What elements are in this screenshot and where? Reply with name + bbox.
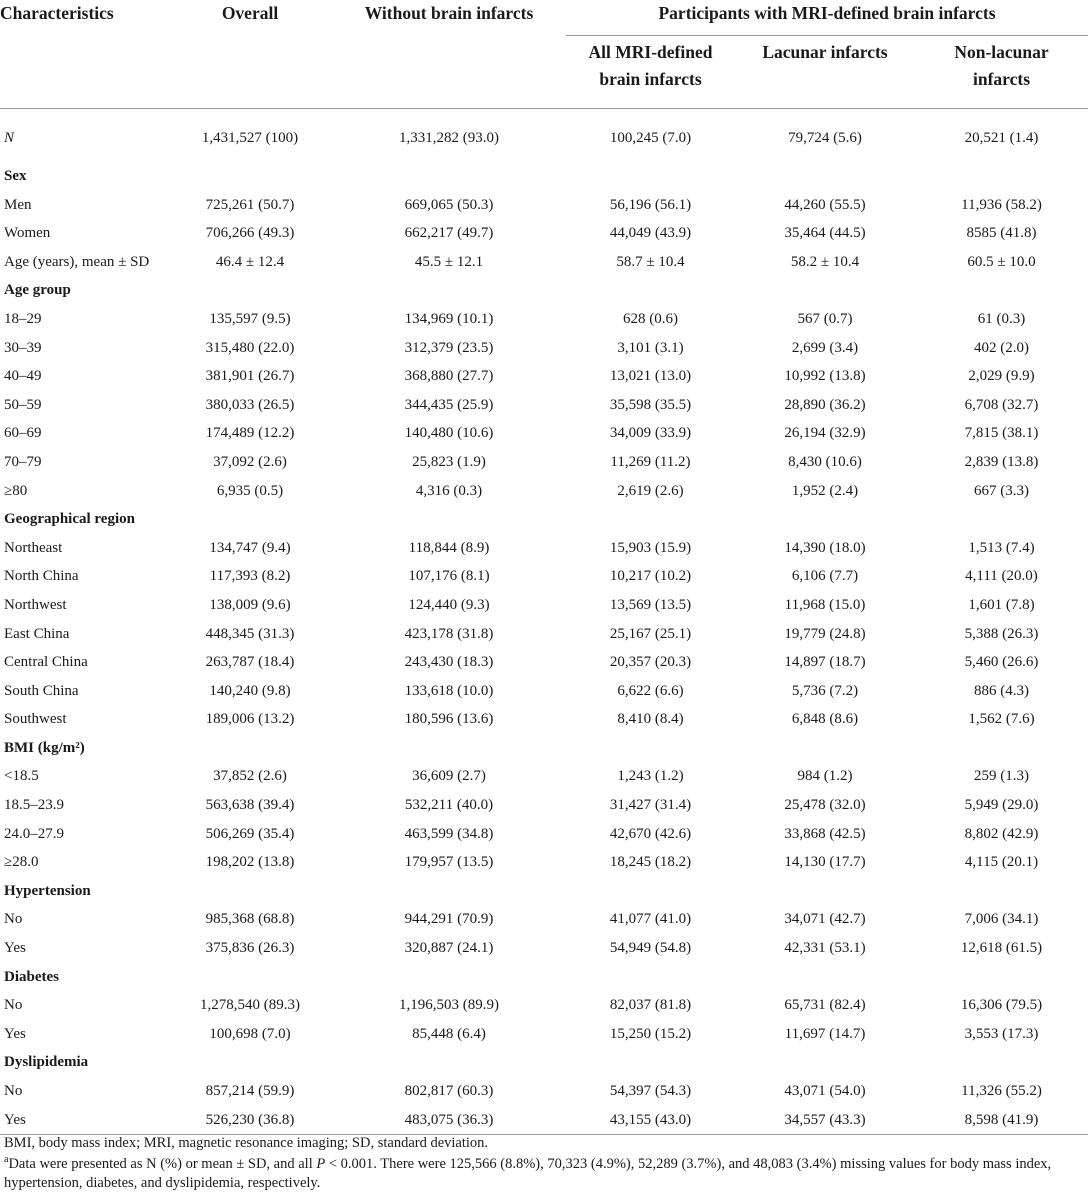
row-label: 30–39 xyxy=(4,339,42,356)
header-without-infarcts: Without brain infarcts xyxy=(332,0,566,109)
table-row xyxy=(0,248,1088,277)
row-label: 70–79 xyxy=(4,453,42,470)
empty-cell xyxy=(735,963,915,992)
table-cell: 54,949 (54.8) xyxy=(609,940,692,957)
empty-cell xyxy=(168,877,332,906)
table-row xyxy=(0,362,1088,391)
table-cell: 31,427 (31.4) xyxy=(609,797,692,814)
row-label: 18–29 xyxy=(4,310,42,327)
table-cell: 10,217 (10.2) xyxy=(609,568,692,585)
table-cell: 60.5 ± 10.0 xyxy=(967,253,1036,270)
empty-cell xyxy=(566,877,735,906)
table-cell: 46.4 ± 12.4 xyxy=(215,253,285,270)
section-row xyxy=(0,963,1088,992)
table-cell: 20,521 (1.4) xyxy=(964,130,1039,146)
table-cell: 11,936 (58.2) xyxy=(961,196,1042,213)
table-cell: 1,513 (7.4) xyxy=(968,539,1035,556)
empty-cell xyxy=(915,162,1088,191)
table-cell: 43,155 (43.0) xyxy=(566,1106,735,1135)
table-cell: 14,897 (18.7) xyxy=(784,654,866,671)
table-cell: 34,009 (33.9) xyxy=(609,425,692,442)
header-characteristics: Characteristics xyxy=(0,0,168,109)
table-cell: 174,489 (12.2) xyxy=(205,425,295,442)
footnote-a-part2: < 0.001. There were 125,566 (8.8%), 70,323 (4.9%), 52,289 (3.7%), and 48,083 (3.4%) missing values for body mass index, hypertension, diabetes, and dyslipidemia, respectively. xyxy=(4,1156,1052,1191)
section-row xyxy=(0,276,1088,305)
table-cell: 100,698 (7.0) xyxy=(209,1025,291,1042)
table-cell: 135,597 (9.5) xyxy=(209,310,291,327)
table-row xyxy=(0,1106,1088,1135)
table-cell: 58.2 ± 10.4 xyxy=(790,253,860,270)
table-cell: 140,480 (10.6) xyxy=(404,425,494,442)
table-row xyxy=(0,905,1088,934)
footnote-a xyxy=(4,1155,1084,1193)
empty-cell xyxy=(332,276,566,305)
empty-cell xyxy=(332,162,566,191)
section-label: Hypertension xyxy=(4,882,91,899)
table-cell: 8585 (41.8) xyxy=(966,225,1037,242)
table-cell: 79,724 (5.6) xyxy=(788,130,862,146)
table-row xyxy=(0,419,1088,448)
table-cell: 802,817 (60.3) xyxy=(404,1083,494,1099)
table-cell: 11,697 (14.7) xyxy=(784,1025,866,1042)
table-cell: 34,071 (42.7) xyxy=(784,911,866,928)
table-cell: 667 (3.3) xyxy=(974,482,1029,499)
table-cell: 20,357 (20.3) xyxy=(609,654,692,671)
table-cell: 6,935 (0.5) xyxy=(216,482,284,499)
empty-cell xyxy=(735,877,915,906)
table-cell: 35,598 (35.5) xyxy=(609,396,692,413)
table-cell: 100,245 (7.0) xyxy=(609,130,692,146)
table-cell: 857,214 (59.9) xyxy=(205,1083,295,1099)
row-label: Northwest xyxy=(4,596,67,613)
table-cell: 1,952 (2.4) xyxy=(791,482,859,499)
empty-cell xyxy=(735,505,915,534)
table-cell: 25,823 (1.9) xyxy=(412,453,486,470)
table-row xyxy=(0,934,1088,963)
table-cell: 368,880 (27.7) xyxy=(404,368,494,385)
empty-cell xyxy=(332,734,566,763)
table-cell: 58.7 ± 10.4 xyxy=(616,253,685,270)
row-label: No xyxy=(4,997,23,1014)
empty-cell xyxy=(566,734,735,763)
table-cell: 7,006 (34.1) xyxy=(964,911,1039,928)
empty-cell xyxy=(168,505,332,534)
row-label: 18.5–23.9 xyxy=(4,797,64,814)
header-nonlac-line1: Non-lacunar xyxy=(954,42,1049,62)
table-row xyxy=(0,391,1088,420)
row-label: Age (years), mean ± SD xyxy=(4,253,150,270)
section-row xyxy=(0,877,1088,906)
row-label: Yes xyxy=(0,1106,168,1135)
row-label: Yes xyxy=(4,1025,26,1042)
table-cell: 5,736 (7.2) xyxy=(791,682,859,699)
row-label: 40–49 xyxy=(4,368,42,385)
empty-cell xyxy=(332,505,566,534)
table-cell: 8,802 (42.9) xyxy=(964,825,1039,842)
empty-cell xyxy=(735,734,915,763)
table-cell: 532,211 (40.0) xyxy=(404,797,494,814)
footnote-a-part1: Data were presented as N (%) or mean ± SD, and all xyxy=(8,1156,317,1172)
section-label: Age group xyxy=(4,282,71,299)
table-row xyxy=(0,191,1088,220)
header-non-lacunar xyxy=(915,36,1088,109)
table-row xyxy=(0,448,1088,477)
table-cell: 37,852 (2.6) xyxy=(213,768,287,785)
table-cell: 44,260 (55.5) xyxy=(784,196,866,213)
table-cell: 189,006 (13.2) xyxy=(205,711,295,728)
table-cell: 45.5 ± 12.1 xyxy=(414,253,484,270)
table-cell: 14,390 (18.0) xyxy=(784,539,866,556)
table-row xyxy=(0,1077,1088,1106)
table-row xyxy=(0,534,1088,563)
table-cell: 344,435 (25.9) xyxy=(404,396,494,413)
table-cell: 243,430 (18.3) xyxy=(404,654,494,671)
table-cell: 14,130 (17.7) xyxy=(784,854,866,871)
table-cell: 8,598 (41.9) xyxy=(915,1106,1088,1135)
table-cell: 380,033 (26.5) xyxy=(205,396,295,413)
table-cell: 483,075 (36.3) xyxy=(332,1106,566,1135)
table-cell: 33,868 (42.5) xyxy=(784,825,866,842)
table-cell: 526,230 (36.8) xyxy=(168,1106,332,1135)
table-cell: 2,029 (9.9) xyxy=(968,368,1035,385)
section-row xyxy=(0,505,1088,534)
table-row xyxy=(0,334,1088,363)
empty-cell xyxy=(915,276,1088,305)
table-cell: 259 (1.3) xyxy=(974,768,1029,785)
table-cell: 3,101 (3.1) xyxy=(617,339,684,356)
table-row xyxy=(0,219,1088,248)
empty-cell xyxy=(915,877,1088,906)
table-cell: 567 (0.7) xyxy=(797,310,853,327)
table-row xyxy=(0,705,1088,734)
table-cell: 8,430 (10.6) xyxy=(788,453,862,470)
table-cell: 725,261 (50.7) xyxy=(205,196,295,213)
table-cell: 65,731 (82.4) xyxy=(784,997,866,1014)
section-row xyxy=(0,162,1088,191)
empty-cell xyxy=(168,963,332,992)
header-with-infarcts-group: Participants with MRI-defined brain infarcts xyxy=(566,0,1088,36)
table-cell: 85,448 (6.4) xyxy=(412,1025,486,1042)
header-overall: Overall xyxy=(168,0,332,109)
table-cell: 43,071 (54.0) xyxy=(784,1083,866,1099)
header-lacunar: Lacunar infarcts xyxy=(735,36,915,109)
footnote-abbreviations: BMI, body mass index; MRI, magnetic resonance imaging; SD, standard deviation. xyxy=(4,1135,489,1151)
table-cell: 375,836 (26.3) xyxy=(205,940,295,957)
table-cell: 463,599 (34.8) xyxy=(404,825,494,842)
table-cell: 1,278,540 (89.3) xyxy=(200,997,300,1014)
table-cell: 2,699 (3.4) xyxy=(791,339,859,356)
table-cell: 6,106 (7.7) xyxy=(791,568,859,585)
table-row xyxy=(0,1020,1088,1049)
table-cell: 180,596 (13.6) xyxy=(404,711,494,728)
table-cell: 5,388 (26.3) xyxy=(964,625,1039,642)
table-cell: 19,779 (24.8) xyxy=(784,625,866,642)
table-row xyxy=(0,562,1088,591)
empty-cell xyxy=(566,1048,735,1077)
header-all-line2: brain infarcts xyxy=(599,69,702,89)
section-row xyxy=(0,1048,1088,1077)
table-cell: 138,009 (9.6) xyxy=(209,596,291,613)
table-cell: 1,431,527 (100) xyxy=(201,130,299,146)
empty-cell xyxy=(915,505,1088,534)
table-cell: 3,553 (17.3) xyxy=(964,1025,1039,1042)
table-cell: 423,178 (31.8) xyxy=(404,625,494,642)
row-label: <18.5 xyxy=(4,768,39,785)
table-cell: 15,250 (15.2) xyxy=(609,1025,692,1042)
table-cell: 4,115 (20.1) xyxy=(964,854,1039,871)
table-cell: 5,460 (26.6) xyxy=(964,654,1039,671)
row-label: ≥28.0 xyxy=(4,854,39,871)
table-cell: 10,992 (13.8) xyxy=(784,368,866,385)
table-cell: 107,176 (8.1) xyxy=(408,568,490,585)
table-cell: 7,815 (38.1) xyxy=(964,425,1039,442)
table-cell: 263,787 (18.4) xyxy=(205,654,295,671)
table-cell: 1,562 (7.6) xyxy=(968,711,1035,728)
section-label: Diabetes xyxy=(4,968,59,985)
table-cell: 1,331,282 (93.0) xyxy=(399,130,499,146)
table-cell: 563,638 (39.4) xyxy=(205,797,295,814)
empty-cell xyxy=(332,877,566,906)
empty-cell xyxy=(566,505,735,534)
table-cell: 34,557 (43.3) xyxy=(735,1106,915,1135)
section-row xyxy=(0,734,1088,763)
table-cell: 11,326 (55.2) xyxy=(961,1083,1042,1099)
table-cell: 12,618 (61.5) xyxy=(960,940,1043,957)
table-cell: 320,887 (24.1) xyxy=(404,940,494,957)
row-label: 24.0–27.9 xyxy=(4,825,64,842)
table-cell: 662,217 (49.7) xyxy=(404,225,494,242)
empty-cell xyxy=(566,276,735,305)
table-cell: 25,167 (25.1) xyxy=(609,625,692,642)
table-cell: 6,708 (32.7) xyxy=(964,396,1039,413)
footnote-marker: a xyxy=(4,1154,9,1166)
table-cell: 54,397 (54.3) xyxy=(609,1083,692,1099)
table-cell: 706,266 (49.3) xyxy=(205,225,295,242)
table-cell: 1,196,503 (89.9) xyxy=(399,997,499,1014)
section-label: Geographical region xyxy=(4,511,135,528)
row-label: Yes xyxy=(4,940,26,957)
table-row xyxy=(0,620,1088,649)
row-label: ≥80 xyxy=(4,482,28,499)
table-cell: 42,670 (42.6) xyxy=(609,825,692,842)
row-label: Northeast xyxy=(4,539,63,556)
table-cell: 1,601 (7.8) xyxy=(968,596,1035,613)
table-cell: 179,957 (13.5) xyxy=(404,854,494,871)
row-label: Women xyxy=(4,225,51,242)
table-cell: 312,379 (23.5) xyxy=(404,339,494,356)
table-cell: 985,368 (68.8) xyxy=(205,911,295,928)
empty-cell xyxy=(168,276,332,305)
table-cell: 118,844 (8.9) xyxy=(408,539,490,556)
table-cell: 2,839 (13.8) xyxy=(964,453,1039,470)
table-cell: 26,194 (32.9) xyxy=(784,425,866,442)
table-row xyxy=(0,648,1088,677)
empty-cell xyxy=(332,963,566,992)
table-cell: 16,306 (79.5) xyxy=(960,997,1043,1014)
row-label: East China xyxy=(4,625,70,642)
empty-cell xyxy=(566,963,735,992)
table-row xyxy=(0,677,1088,706)
table-cell: 506,269 (35.4) xyxy=(205,825,295,842)
table-row xyxy=(0,591,1088,620)
table-cell: 11,269 (11.2) xyxy=(610,453,691,470)
table-cell: 117,393 (8.2) xyxy=(209,568,291,585)
table-cell: 35,464 (44.5) xyxy=(784,225,866,242)
empty-cell xyxy=(566,162,735,191)
table-row xyxy=(0,791,1088,820)
table-cell: 37,092 (2.6) xyxy=(213,453,287,470)
row-label: Southwest xyxy=(4,711,67,728)
table-cell: 36,609 (2.7) xyxy=(412,768,486,785)
section-label: BMI (kg/m²) xyxy=(4,739,85,756)
table-cell: 124,440 (9.3) xyxy=(408,596,490,613)
table-cell: 18,245 (18.2) xyxy=(609,854,692,871)
row-label: 60–69 xyxy=(4,425,42,442)
empty-cell xyxy=(332,1048,566,1077)
table-cell: 448,345 (31.3) xyxy=(205,625,295,642)
empty-cell xyxy=(168,734,332,763)
table-cell: 8,410 (8.4) xyxy=(617,711,684,728)
table-cell: 5,949 (29.0) xyxy=(964,797,1039,814)
table-row xyxy=(0,848,1088,877)
table-cell: 628 (0.6) xyxy=(623,310,678,327)
table-cell: 6,848 (8.6) xyxy=(791,711,859,728)
row-label: No xyxy=(4,911,23,928)
table-cell: 61 (0.3) xyxy=(977,310,1026,327)
header-all-infarcts xyxy=(566,36,735,109)
header-nonlac-line2: infarcts xyxy=(972,69,1031,89)
table-cell: 25,478 (32.0) xyxy=(784,797,866,814)
empty-cell xyxy=(915,963,1088,992)
empty-cell xyxy=(735,162,915,191)
table-cell: 4,316 (0.3) xyxy=(415,482,483,499)
table-row xyxy=(0,991,1088,1020)
row-label: No xyxy=(4,1083,23,1099)
table-cell: 984 (1.2) xyxy=(797,768,853,785)
empty-cell xyxy=(915,734,1088,763)
table-cell: 82,037 (81.8) xyxy=(609,997,692,1014)
table-cell: 886 (4.3) xyxy=(974,682,1029,699)
row-label: Central China xyxy=(4,654,88,671)
table-cell: 944,291 (70.9) xyxy=(404,911,494,928)
table-cell: 198,202 (13.8) xyxy=(205,854,295,871)
row-label: Men xyxy=(4,196,32,213)
table-cell: 44,049 (43.9) xyxy=(609,225,692,242)
table-body xyxy=(0,109,1088,1135)
table-cell: 315,480 (22.0) xyxy=(205,339,295,356)
table-row xyxy=(0,820,1088,849)
table-cell: 140,240 (9.8) xyxy=(209,682,291,699)
table-cell: 402 (2.0) xyxy=(974,339,1029,356)
table-cell: 381,901 (26.7) xyxy=(205,368,295,385)
table-cell: 13,021 (13.0) xyxy=(609,368,692,385)
table-cell: 15,903 (15.9) xyxy=(609,539,692,556)
table-cell: 42,331 (53.1) xyxy=(784,940,866,957)
table-cell: 56,196 (56.1) xyxy=(609,196,692,213)
row-label: South China xyxy=(4,682,79,699)
row-label: N xyxy=(4,130,15,146)
table-cell: 6,622 (6.6) xyxy=(617,682,684,699)
table-cell: 28,890 (36.2) xyxy=(784,396,866,413)
empty-cell xyxy=(168,1048,332,1077)
section-label: Sex xyxy=(4,168,27,184)
header-all-line1: All MRI-defined xyxy=(588,42,713,62)
row-label: 50–59 xyxy=(4,396,42,413)
table-cell: 4,111 (20.0) xyxy=(965,568,1038,585)
empty-cell xyxy=(735,1048,915,1077)
table-cell: 41,077 (41.0) xyxy=(609,911,692,928)
table-row xyxy=(0,762,1088,791)
empty-cell xyxy=(168,162,332,191)
table-cell: 2,619 (2.6) xyxy=(617,482,684,499)
table-row xyxy=(0,477,1088,506)
footnote-p-symbol: P xyxy=(316,1156,326,1172)
table-cell: 669,065 (50.3) xyxy=(404,196,494,213)
table-cell: 134,747 (9.4) xyxy=(209,539,291,556)
table-cell: 1,243 (1.2) xyxy=(617,768,684,785)
table-cell: 11,968 (15.0) xyxy=(784,596,866,613)
row-label: North China xyxy=(4,568,79,585)
empty-cell xyxy=(915,1048,1088,1077)
empty-cell xyxy=(735,276,915,305)
table-cell: 134,969 (10.1) xyxy=(404,310,494,327)
table-cell: 133,618 (10.0) xyxy=(404,682,494,699)
table-row xyxy=(0,305,1088,334)
table-row xyxy=(0,109,1088,163)
table-cell: 13,569 (13.5) xyxy=(609,596,692,613)
section-label: Dyslipidemia xyxy=(4,1054,89,1071)
